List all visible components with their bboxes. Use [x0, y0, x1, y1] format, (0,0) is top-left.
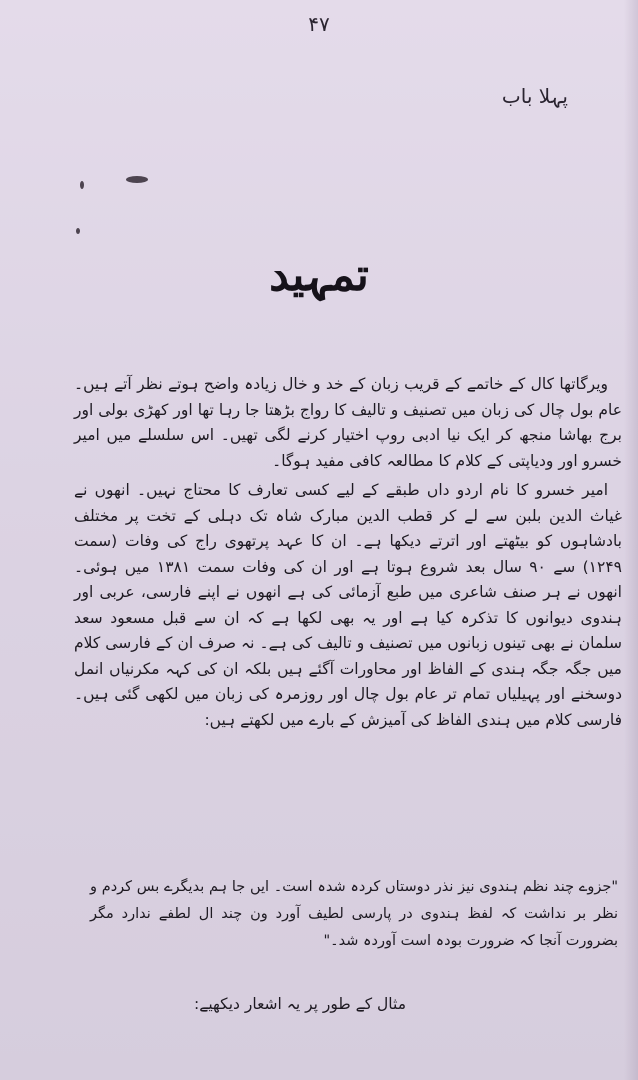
persian-quote: "جزوے چند نظم ہندوی نیز نذر دوستاں کردہ شدہ است۔ ایں جا ہم بدیگرے بس کردم و نظر بر نداشت کہ لفظ ہندوی در پارسی لطیف آورد ون چند ال لطفے ندارد مگر بضرورت آنجا کہ ضرورت بودہ است آوردہ شد۔": [90, 879, 618, 949]
chapter-label: پہلا باب: [501, 84, 568, 108]
body-text: [74, 372, 622, 737]
page-title: تمہید: [269, 250, 369, 301]
page-edge-shadow: [624, 0, 638, 1080]
paragraph: امیر خسرو کا نام اردو داں طبقے کے لیے کسی تعارف کا محتاج نہیں۔ انھوں نے غیاث الدین بلبن سے لے کر قطب الدین مبارک شاہ تک دہلی کے تخت پر مختلف بادشاہوں کو بیٹھتے اور اترتے دیکھا ہے۔ ان کا عہد پرتھوی راج کی وفات (سمت ۱۲۴۹) سے ۹۰ سال بعد شروع ہوتا ہے اور ان کی وفات سمت ۱۳۸۱ میں ہوئی۔ انھوں نے ہر صنف شاعری میں طبع آزمائی کی ہے انھوں نے اپنے فارسی، عربی اور ہندوی دیوانوں کا تذکرہ کیا ہے اور یہ بھی لکھا ہے کہ ان سے قبل مسعود سعد سلمان نے بھی تینوں زبانوں میں تصنیف و تالیف کی ہے۔ نہ صرف ان کے فارسی کلام میں جگہ جگہ ہندی کے الفاظ اور محاورات آگئے ہیں بلکہ ان کی کہہ مکرنیاں انمل دوسخنے اور پہیلیاں تمام تر عام بول چال اور روزمرہ کی زبان میں لکھی گئی ہیں۔ فارسی کلام میں ہندی الفاظ کی آمیزش کے بارے میں لکھتے ہیں:: [74, 481, 622, 729]
ink-speck: [76, 228, 80, 234]
paragraph: ویرگاتھا کال کے خاتمے کے قریب زبان کے خد و خال زیادہ واضح ہوتے نظر آتے ہیں۔ عام بول چال کی زبان میں تصنیف و تالیف کا رواج بڑھتا جا رہا تھا اور کھڑی بولی اور برج بھاشا منجھ کر ایک نیا ادبی روپ اختیار کرنے لگی تھیں۔ اس سلسلے میں امیر خسرو اور ودیاپتی کے کلام کا مطالعہ کافی مفید ہوگا۔: [74, 375, 622, 470]
page-number: ۴۷: [308, 12, 330, 36]
ink-speck: [80, 181, 84, 189]
closing-line: مثال کے طور پر یہ اشعار دیکھیے:: [194, 995, 406, 1013]
ink-speck: [126, 176, 148, 183]
